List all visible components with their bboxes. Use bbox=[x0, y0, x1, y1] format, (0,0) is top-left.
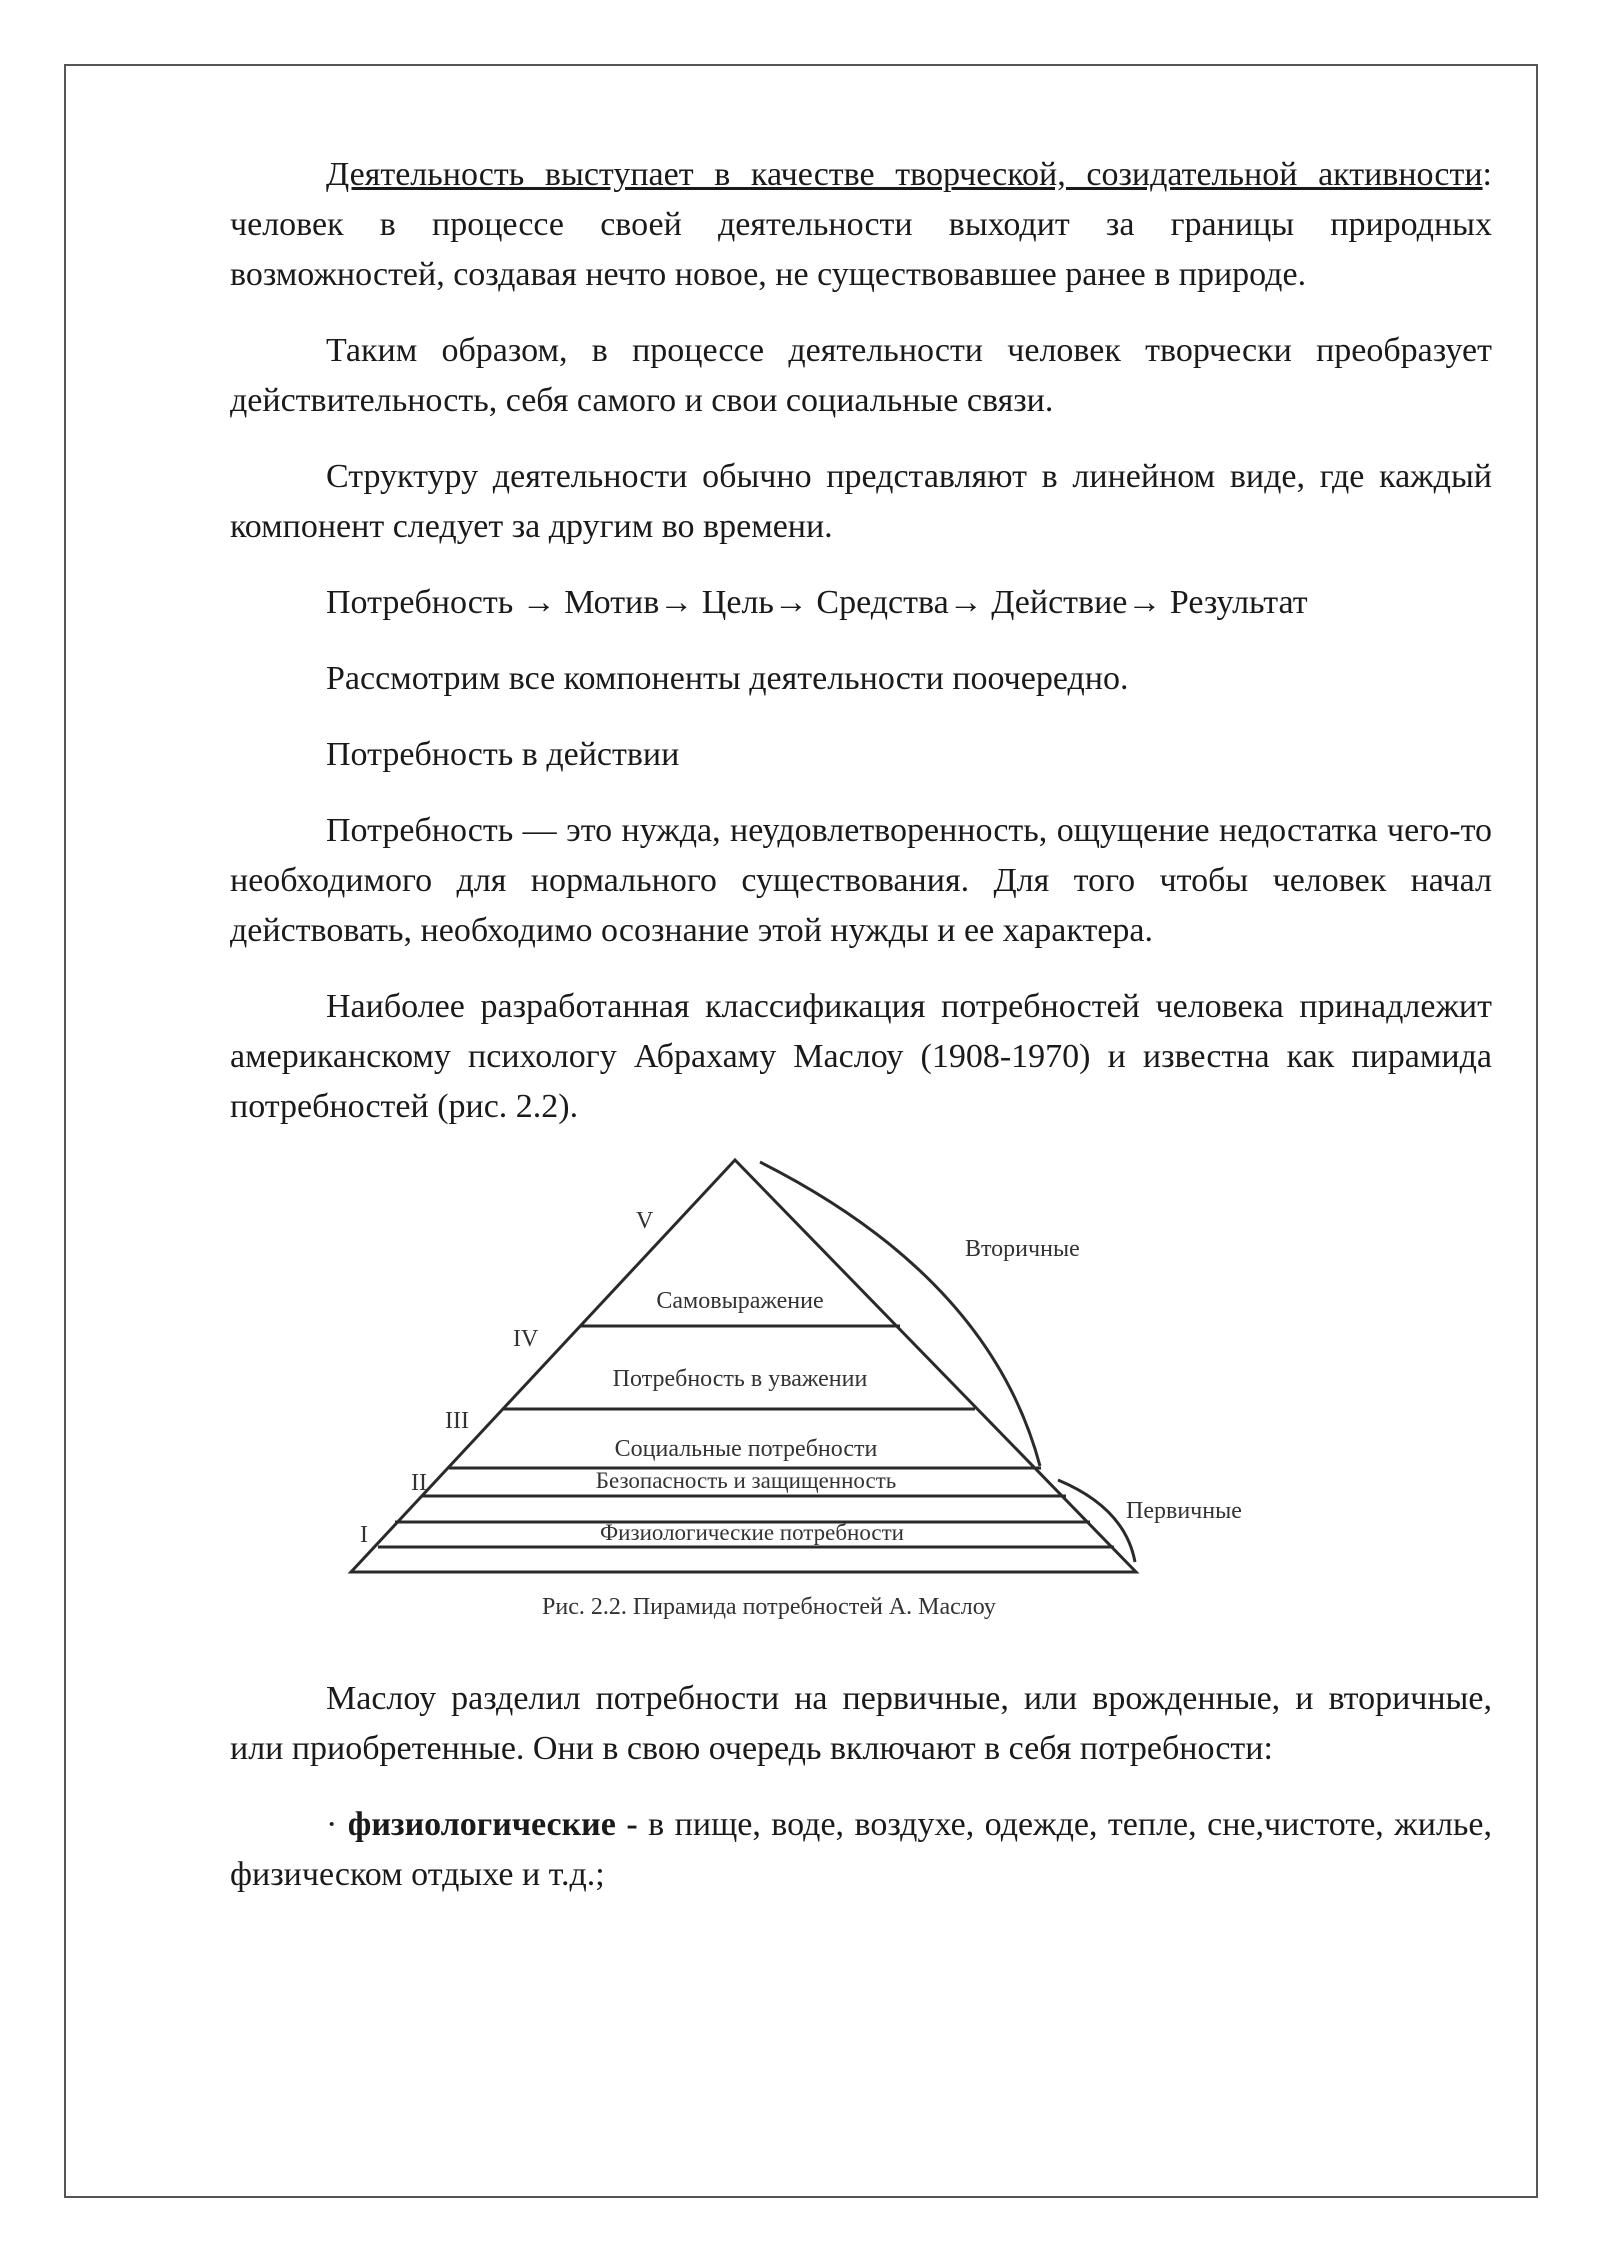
bullet-physiological bbox=[230, 1800, 1492, 1900]
section-heading-need: Потребность в действии bbox=[326, 736, 680, 773]
secondary-needs-label: Вторичные bbox=[965, 1236, 1080, 1262]
paragraph-maslow-division: Маслоу разделил потребности на первичные, или врожденные, и вторичные, или приобретенные. Они в свою очередь включают в себя потребности: bbox=[230, 1680, 1492, 1767]
level-numeral-1: I bbox=[360, 1522, 368, 1548]
maslow-pyramid-figure bbox=[230, 1158, 1492, 1648]
level-label-self-expression: Самовыражение bbox=[656, 1288, 824, 1314]
level-numeral-3: III bbox=[445, 1408, 469, 1434]
bullet-marker: · bbox=[326, 1806, 348, 1843]
level-numeral-5: V bbox=[636, 1208, 654, 1234]
paragraph-consider-components: Рассмотрим все компоненты деятельности поочередно. bbox=[326, 660, 1129, 697]
bullet-text: в пище, воде, воздухе, одежде, тепле, сне,чистоте, жилье, физическом отдыхе и т.д.; bbox=[230, 1806, 1493, 1893]
underlined-definition: Деятельность выступает в качестве творческой, созидательной активности bbox=[326, 156, 1483, 193]
paragraph-maslow-classification: Наиболее разработанная классификация потребностей человека принадлежит американскому психологу Абрахаму Маслоу (1908-1970) и известна как пирамида потребностей (рис. 2.2). bbox=[230, 988, 1492, 1125]
level-label-safety: Безопасность и защищенность bbox=[595, 1468, 897, 1493]
activity-chain: Потребность → Мотив→ Цель→ Средства→ Действие→ Результат bbox=[326, 584, 1308, 621]
maslow-pyramid-diagram bbox=[230, 1158, 1492, 1648]
paragraph-activity-creative bbox=[230, 150, 1492, 300]
secondary-needs-arc bbox=[760, 1162, 1040, 1466]
document-body bbox=[230, 150, 1492, 1926]
level-label-esteem: Потребность в уважении bbox=[612, 1366, 868, 1392]
paragraph-transforms-reality: Таким образом, в процессе деятельности человек творчески преобразует действительность, себя самого и свои социальные связи. bbox=[230, 332, 1492, 419]
level-label-social: Социальные потребности bbox=[614, 1436, 878, 1462]
bold-term: физиологические - bbox=[347, 1806, 638, 1843]
paragraph-structure: Структуру деятельности обычно представляют в линейном виде, где каждый компонент следует за другим во времени. bbox=[230, 458, 1492, 545]
primary-needs-label: Первичные bbox=[1126, 1498, 1242, 1524]
level-label-physiological: Физиологические потребности bbox=[600, 1520, 904, 1545]
figure-caption: Рис. 2.2. Пирамида потребностей А. Маслоу bbox=[542, 1594, 996, 1620]
paragraph-need-definition: Потребность — это нужда, неудовлетворенность, ощущение недостатка чего-то необходимого для нормального существования. Для того чтобы человек начал действовать, необходимо осознание этой нужды и ее характера. bbox=[230, 812, 1492, 949]
level-numeral-2: II bbox=[411, 1470, 427, 1496]
level-numeral-4: IV bbox=[513, 1326, 539, 1352]
paragraph-text: : человек в процессе своей деятельности выходит за границы природных возможностей, создавая нечто новое, не существовавшее ранее в природе. bbox=[230, 156, 1492, 293]
